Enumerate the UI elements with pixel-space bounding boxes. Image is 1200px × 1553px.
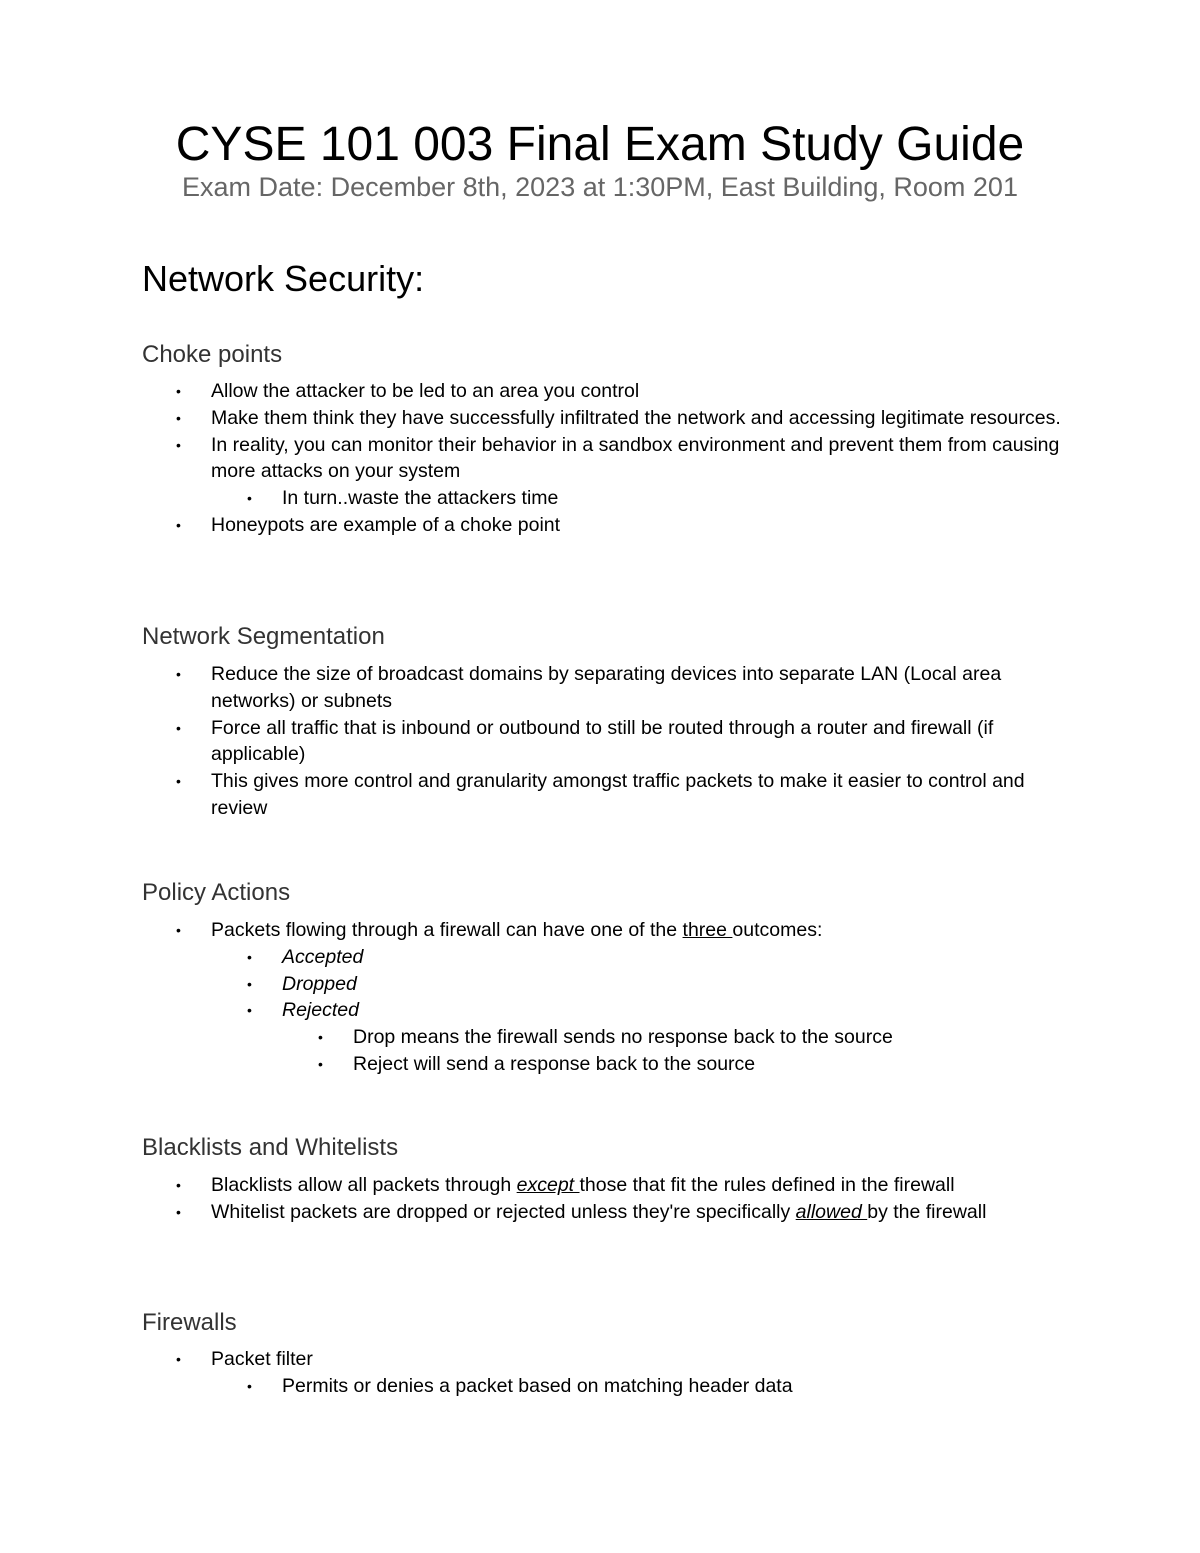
list-item <box>142 512 1072 539</box>
list-item <box>142 944 1072 971</box>
bullet-icon: • <box>247 948 252 965</box>
blacklists-whitelists-list <box>142 1172 1072 1226</box>
bullet-icon: • <box>176 1177 181 1193</box>
list-item-text: In turn..waste the attackers time <box>282 487 559 510</box>
list-item <box>142 1373 1072 1400</box>
document-title: CYSE 101 003 Final Exam Study Guide <box>175 118 1025 171</box>
list-item <box>142 917 1072 944</box>
bullet-icon: • <box>176 409 181 426</box>
list-item-text: outcomes: <box>732 919 823 941</box>
document-subtitle: Exam Date: December 8th, 2023 at 1:30PM, East Building, Room 201 <box>182 172 1018 202</box>
list-item-text: Make them think they have successfully infiltrated the network and accessing legitimate resources. <box>211 406 1061 429</box>
list-item <box>142 768 1072 822</box>
list-item-text: This gives more control and granularity amongst traffic packets to make it easier to control and review <box>211 770 1025 819</box>
emphasis-text: except <box>516 1174 580 1196</box>
bullet-icon: • <box>176 436 181 453</box>
list-item-text: Blacklists allow all packets through <box>211 1174 517 1196</box>
list-item <box>142 1346 1072 1373</box>
list-item <box>142 997 1072 1024</box>
section-heading-network-security: Network Security: <box>142 258 425 299</box>
heading-network-segmentation: Network Segmentation <box>142 623 385 650</box>
list-item <box>142 1051 1072 1078</box>
list-item <box>142 432 1072 486</box>
list-item-text: those that fit the rules defined in the firewall <box>579 1174 955 1196</box>
choke-points-list <box>142 378 1072 539</box>
firewalls-list <box>142 1346 1072 1400</box>
list-item <box>142 715 1072 769</box>
list-item <box>142 1024 1072 1051</box>
heading-policy-actions: Policy Actions <box>142 879 291 906</box>
heading-firewalls: Firewalls <box>142 1309 237 1336</box>
bullet-icon: • <box>176 719 181 736</box>
list-item-text: Reject will send a response back to the source <box>353 1052 756 1075</box>
list-item-text: Whitelist packets are dropped or rejected unless they're specifically <box>211 1200 796 1223</box>
list-item-text: Honeypots are example of a choke point <box>211 513 561 536</box>
bullet-icon: • <box>176 1351 181 1367</box>
list-item <box>142 405 1072 432</box>
list-item-text: Rejected <box>282 999 359 1022</box>
list-item-text: Force all traffic that is inbound or outbound to still be routed through a router and firewall (if applicable) <box>211 716 994 766</box>
heading-choke-points: Choke points <box>142 341 283 368</box>
bullet-icon: • <box>176 516 181 533</box>
list-item <box>142 661 1072 715</box>
list-item-text: Accepted <box>282 945 364 968</box>
policy-actions-list <box>142 917 1072 1078</box>
list-item-text: Packets flowing through a firewall can have one of the <box>211 919 683 941</box>
list-item-text: Drop means the firewall sends no response back to the source <box>353 1026 893 1049</box>
list-item-text: by the firewall <box>867 1200 987 1223</box>
bullet-icon: • <box>318 1029 323 1046</box>
bullet-icon: • <box>176 666 181 682</box>
bullet-icon: • <box>318 1055 323 1072</box>
list-item <box>142 971 1072 998</box>
bullet-icon: • <box>247 490 252 507</box>
heading-blacklists-whitelists: Blacklists and Whitelists <box>142 1134 399 1161</box>
list-item-text: In reality, you can monitor their behavior in a sandbox environment and prevent them from causing more attacks on your system <box>211 433 1060 483</box>
list-item-text: Reduce the size of broadcast domains by separating devices into separate LAN (Local area networks) or subnets <box>211 663 1002 712</box>
emphasis-text: three <box>682 919 733 941</box>
network-segmentation-list <box>142 661 1072 822</box>
list-item-text: Dropped <box>282 972 357 995</box>
bullet-icon: • <box>176 922 181 938</box>
list-item <box>142 1172 1072 1199</box>
bullet-icon: • <box>176 383 181 399</box>
list-item-text: Packet filter <box>211 1348 313 1370</box>
list-item <box>142 1199 1072 1226</box>
bullet-icon: • <box>176 773 181 790</box>
list-item <box>142 378 1072 405</box>
list-item-text: Allow the attacker to be led to an area you control <box>211 380 640 402</box>
bullet-icon: • <box>247 1377 252 1394</box>
bullet-icon: • <box>176 1203 181 1220</box>
bullet-icon: • <box>247 975 252 992</box>
list-item-text: Permits or denies a packet based on matching header data <box>282 1374 793 1397</box>
emphasis-text: allowed <box>795 1200 868 1223</box>
list-item <box>142 485 1072 512</box>
bullet-icon: • <box>247 1002 252 1019</box>
